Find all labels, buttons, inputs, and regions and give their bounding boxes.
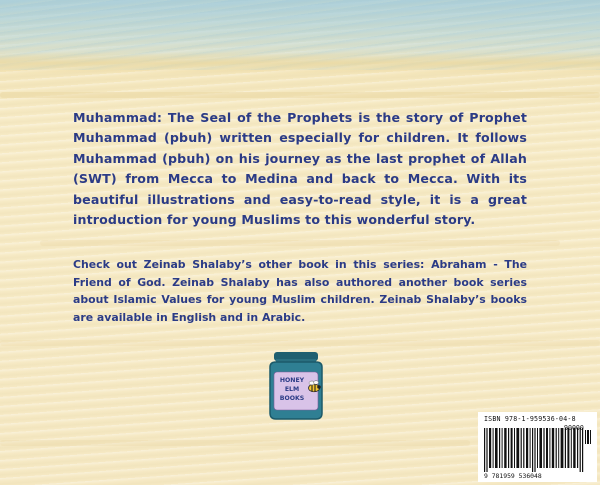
logo-word-elm: ELM (284, 386, 300, 393)
isbn-number: ISBN 978-1-959536-04-8 (484, 415, 576, 423)
sand-texture (40, 240, 560, 246)
honey-jar-icon (262, 349, 338, 421)
sand-texture (0, 440, 470, 446)
barcode-digits: 9 781959 536048 (484, 472, 542, 480)
horizon-band (0, 52, 600, 74)
logo-word-honey: HONEY (279, 377, 305, 384)
sand-texture (0, 340, 600, 346)
barcode-block (478, 412, 597, 482)
barcode-icon (484, 424, 592, 472)
book-blurb: Muhammad: The Seal of the Prophets is the story of Prophet Muhammad (pbuh) written especially for children. It follows Muhammad (pbuh) on his journey as the last prophet of Allah (SWT) from Mecca to Medina and back to Mecca. With its beautiful illustrations and easy-to-read style, it is a great introduction for young Muslims to this wonderful story. (73, 110, 527, 228)
sand-texture (0, 92, 600, 98)
other-books-note: Check out Zeinab Shalaby’s other book in this series: Abraham - The Friend of God. Zeinab Shalaby has also authored another book series about Islamic Values for young Muslim children. Zeinab Shalaby’s books are available in English and in Arabic. (73, 258, 527, 324)
publisher-logo (262, 349, 338, 421)
logo-word-books: BOOKS (279, 395, 305, 402)
